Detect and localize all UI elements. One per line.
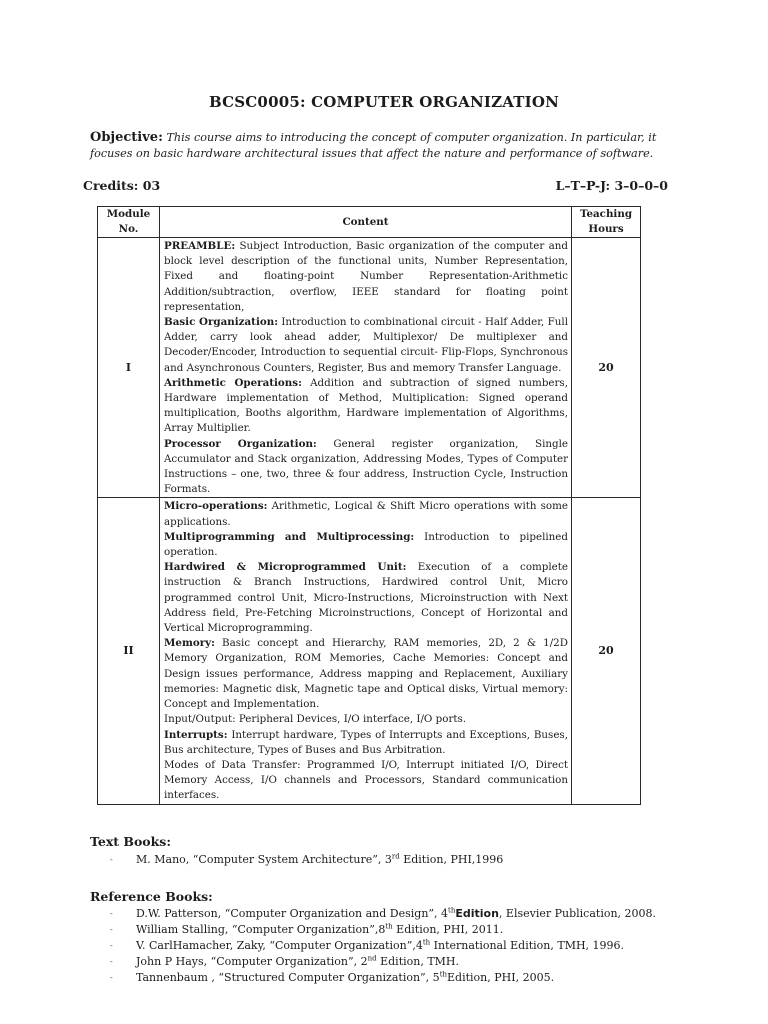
module-content [160, 238, 572, 498]
topic-paragraph [164, 499, 568, 529]
objective-text: This course aims to introducing the concept of computer organization. In particular, it focuses on basic hardware architectural issues that affect the nature and performance of software. [90, 131, 657, 160]
topic-paragraph [164, 315, 568, 376]
table-row [98, 498, 641, 804]
objective-label: Objective: [90, 130, 163, 145]
page-title: BCSC0005: COMPUTER ORGANIZATION [208, 93, 560, 111]
topic-text: Interrupt hardware, Types of Interrupts and Exceptions, Buses, Bus architecture, Types of Buses and Bus Arbitration. [164, 728, 568, 756]
topic-text: General register organization, Single Accumulator and Stack organization, Addressing Modes, Types of Computer Instructions – one, two, three & four address, Instruction Cycle, Instruction Formats. [164, 437, 568, 496]
book-text: V. CarlHamacher, Zaky, “Computer Organization”,4 [136, 939, 423, 952]
bullet-icon: ‐ [110, 941, 113, 950]
topic-heading: Processor Organization: [164, 437, 317, 450]
topic-text: Execution of a complete instruction & Branch Instructions, Hardwired control Unit, Micro programmed control Unit, Micro-Instructions, Microinstruction with Next Address field, Pre-Fetching Microinstructions, Concept of Horizontal and Vertical Microprogramming. [164, 561, 568, 635]
table-body [98, 238, 641, 805]
book-item [110, 906, 656, 922]
teaching-hours: 20 [572, 498, 641, 804]
topic-paragraph [164, 376, 568, 437]
topic-text: Arithmetic, Logical & Shift Micro operations with some applications. [164, 500, 568, 528]
edition-ordinal: rd [391, 852, 400, 861]
bullet-icon: ‐ [110, 855, 113, 864]
module-number: I [98, 238, 160, 498]
topic-paragraph [164, 437, 568, 498]
credits-value: Credits: 03 [83, 178, 161, 193]
header-module: Module No. [98, 207, 160, 238]
topic-paragraph [164, 758, 568, 804]
book-text: John P Hays, “Computer Organization”, 2 [136, 955, 368, 968]
book-text-tail: Edition, PHI,1996 [399, 853, 504, 866]
topic-heading: Micro-operations: [164, 500, 268, 513]
text-books-heading: Text Books: [90, 834, 171, 849]
topic-text: Introduction to pipelined operation. [164, 530, 568, 559]
book-text-tail: , Elsevier Publication, 2008. [498, 907, 657, 920]
book-item [110, 922, 656, 938]
edition-ordinal: nd [367, 954, 377, 963]
book-item [110, 938, 656, 954]
topic-heading: Hardwired & Microprogrammed Unit: [164, 561, 407, 574]
book-item [110, 852, 503, 868]
topic-heading: Multiprogramming and Multiprocessing: [164, 530, 415, 543]
topic-text: Modes of Data Transfer: Programmed I/O, Interrupt initiated I/O, Direct Memory Access, I/O channels and Processors, Standard communication interfaces. [164, 758, 568, 802]
objective-paragraph [90, 130, 670, 162]
syllabus-table [97, 206, 641, 805]
topic-paragraph [164, 636, 568, 712]
text-books-list [110, 852, 503, 868]
header-content: Content [160, 207, 572, 238]
topic-text: Introduction to combinational circuit - Half Adder, Full Adder, carry look ahead adder, Multiplexor/ De multiplexer and Decoder/Encoder, Introduction to sequential circuit- Flip-Flops, Synchronous and Asynchronous Counters, Register, Bus and memory Transfer Language. [164, 316, 568, 374]
bullet-icon: ‐ [110, 957, 113, 966]
book-text: M. Mano, “Computer System Architecture”, 3 [136, 853, 392, 866]
topic-heading: Interrupts: [164, 728, 228, 741]
book-text: D.W. Patterson, “Computer Organization and Design”, 4 [136, 907, 449, 920]
edition-ordinal: th [448, 906, 456, 915]
header-hours: Teaching Hours [572, 207, 641, 238]
book-text-tail: Edition, TMH. [376, 955, 460, 968]
topic-heading: Memory: [164, 637, 215, 650]
book-text-tail: Edition, PHI, 2005. [447, 971, 555, 984]
edition-bold: Edition [455, 907, 499, 920]
table-row [98, 238, 641, 498]
topic-text: Input/Output: Peripheral Devices, I/O interface, I/O ports. [164, 713, 467, 726]
book-item [110, 970, 656, 986]
topic-heading: Arithmetic Operations: [164, 376, 302, 389]
topic-text: Basic concept and Hierarchy, RAM memories, 2D, 2 & 1/2D Memory Organization, ROM Memories, Cache Memories: Concept and Design issues performance, Address mapping and Replacement, Auxiliary memories: Magnetic disk, Magnetic tape and Optical disks, Virtual memory: Concept and Implementation. [164, 637, 568, 711]
bullet-icon: ‐ [110, 973, 113, 982]
topic-heading: PREAMBLE: [164, 240, 236, 252]
topic-paragraph [164, 560, 568, 636]
book-text-tail: International Edition, TMH, 1996. [430, 939, 625, 952]
edition-ordinal: th [385, 922, 393, 931]
bullet-icon: ‐ [110, 909, 113, 918]
ltpj-value: L–T–P-J: 3–0–0–0 [555, 178, 668, 193]
book-text: William Stalling, “Computer Organization”,8 [136, 923, 386, 936]
module-content [160, 498, 572, 804]
book-item [110, 954, 656, 970]
teaching-hours: 20 [572, 238, 641, 498]
book-text: Tannenbaum , “Structured Computer Organization”, 5 [136, 971, 440, 984]
reference-books-list [110, 906, 656, 986]
topic-paragraph [164, 530, 568, 560]
credits-line [83, 178, 668, 193]
topic-heading: Basic Organization: [164, 316, 279, 329]
reference-books-heading: Reference Books: [90, 889, 213, 904]
table-header-row [98, 207, 641, 238]
topic-paragraph [164, 712, 568, 727]
edition-ordinal: th [422, 938, 431, 947]
topic-text: Subject Introduction, Basic organization of the computer and block level description of the functional units, Number Representation, Fixed and floating-point Number Representation-Arithmetic Addition/subtraction, overflow, IEEE standard for floating point representation, [164, 240, 568, 313]
edition-ordinal: th [439, 970, 448, 979]
topic-text: Addition and subtraction of signed numbers, Hardware implementation of Method, Multiplication: Signed operand multiplication, Booths algorithm, Hardware implementation of Algorithms, Array Multiplier. [164, 376, 568, 435]
topic-paragraph [164, 728, 568, 758]
topic-paragraph [164, 239, 568, 315]
module-number: II [98, 498, 160, 804]
book-text-tail: Edition, PHI, 2011. [392, 923, 504, 936]
bullet-icon: ‐ [110, 925, 113, 934]
